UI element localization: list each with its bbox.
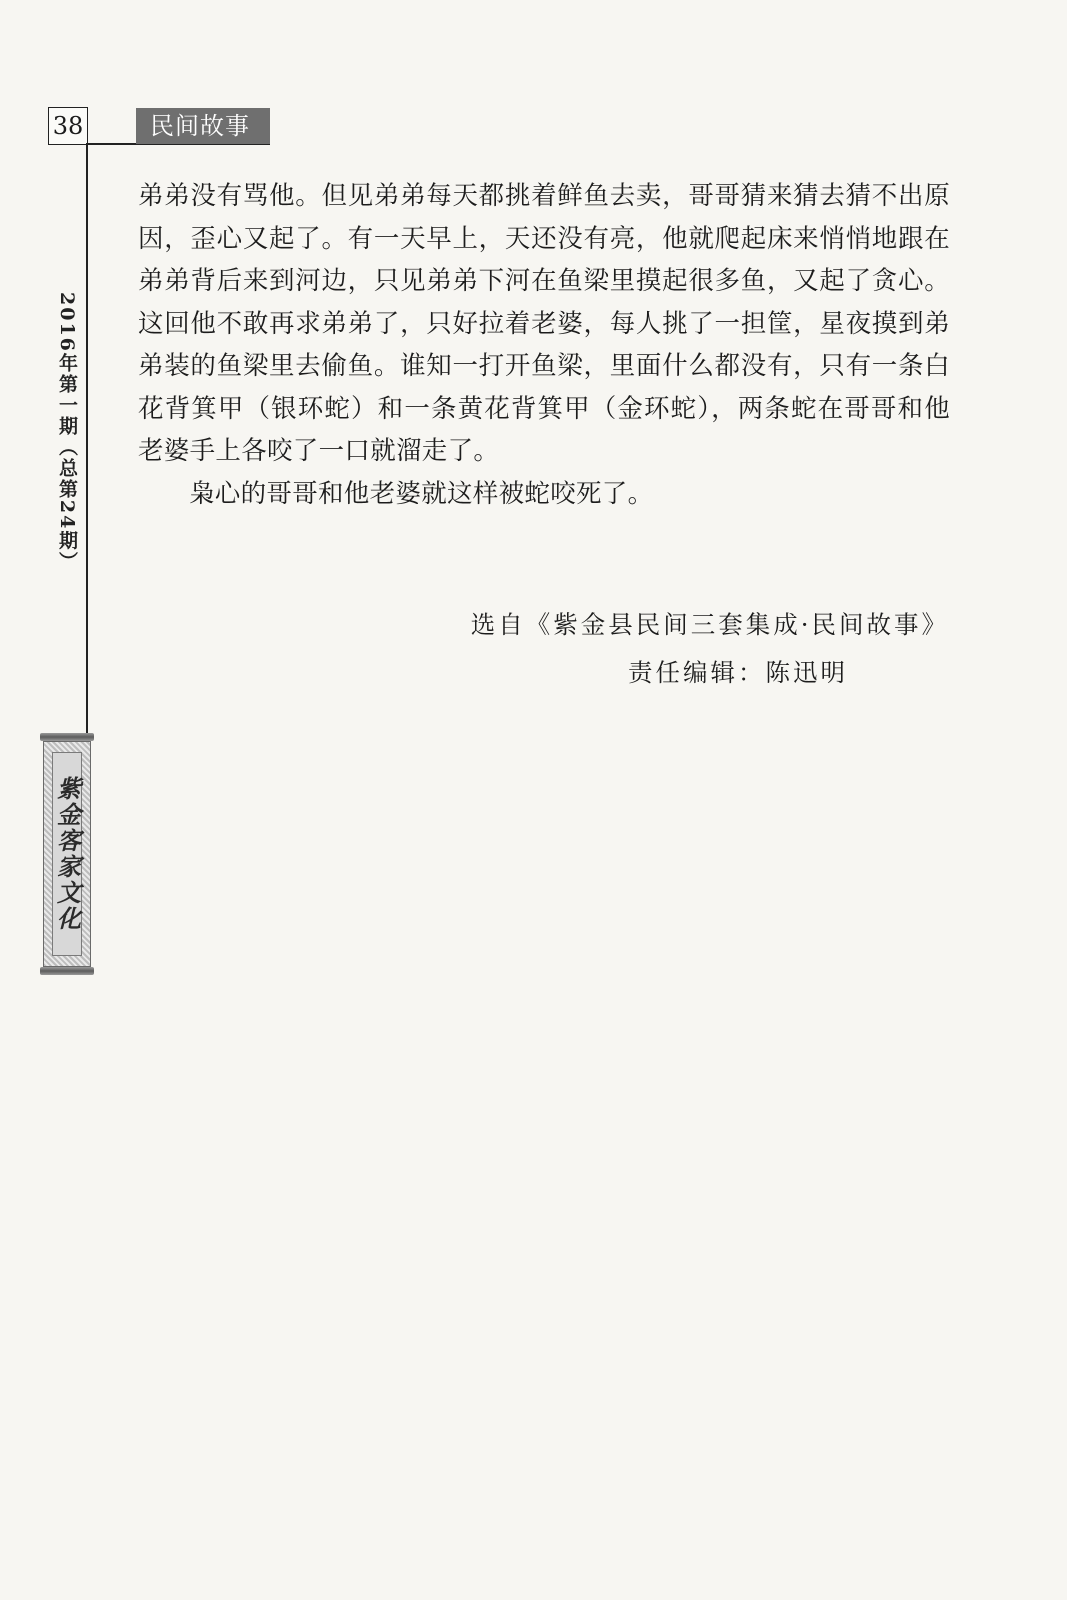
emblem-calligraphy: 紫金客家文化 [52, 776, 82, 932]
section-title: 民间故事 [136, 108, 270, 144]
scroll-inner [52, 752, 82, 956]
scroll-bottom-rod [40, 967, 94, 975]
editor-credit: 责任编辑：陈迅明 [628, 658, 848, 687]
source-citation: 选自《紫金县民间三套集成·民间故事》 [470, 610, 949, 639]
article-paragraph: 弟弟没有骂他。但见弟弟每天都挑着鲜鱼去卖，哥哥猜来猜去猜不出原因，歪心又起了。有一天早上，天还没有亮，他就爬起床来悄悄地跟在弟弟背后来到河边，只见弟弟下河在鱼梁里摸起很多鱼，又起了贪心。这回他不敢再求弟弟了，只好拉着老婆，每人挑了一担筐，星夜摸到弟弟装的鱼梁里去偷鱼。谁知一打开鱼梁，里面什么都没有，只有一条白花背箕甲（银环蛇）和一条黄花背箕甲（金环蛇），两条蛇在哥哥和他老婆手上各咬了一口就溜走了。 [138, 181, 950, 466]
article-body [138, 175, 950, 515]
article-paragraph: 枭心的哥哥和他老婆就这样被蛇咬死了。 [189, 478, 654, 509]
scroll-emblem-logo [40, 733, 94, 975]
margin-rule [86, 143, 88, 743]
issue-label: 2016年第一期（总第24期） [56, 292, 78, 573]
page-number: 38 [48, 107, 88, 145]
scroll-top-rod [40, 733, 94, 741]
scroll-body [43, 741, 91, 967]
